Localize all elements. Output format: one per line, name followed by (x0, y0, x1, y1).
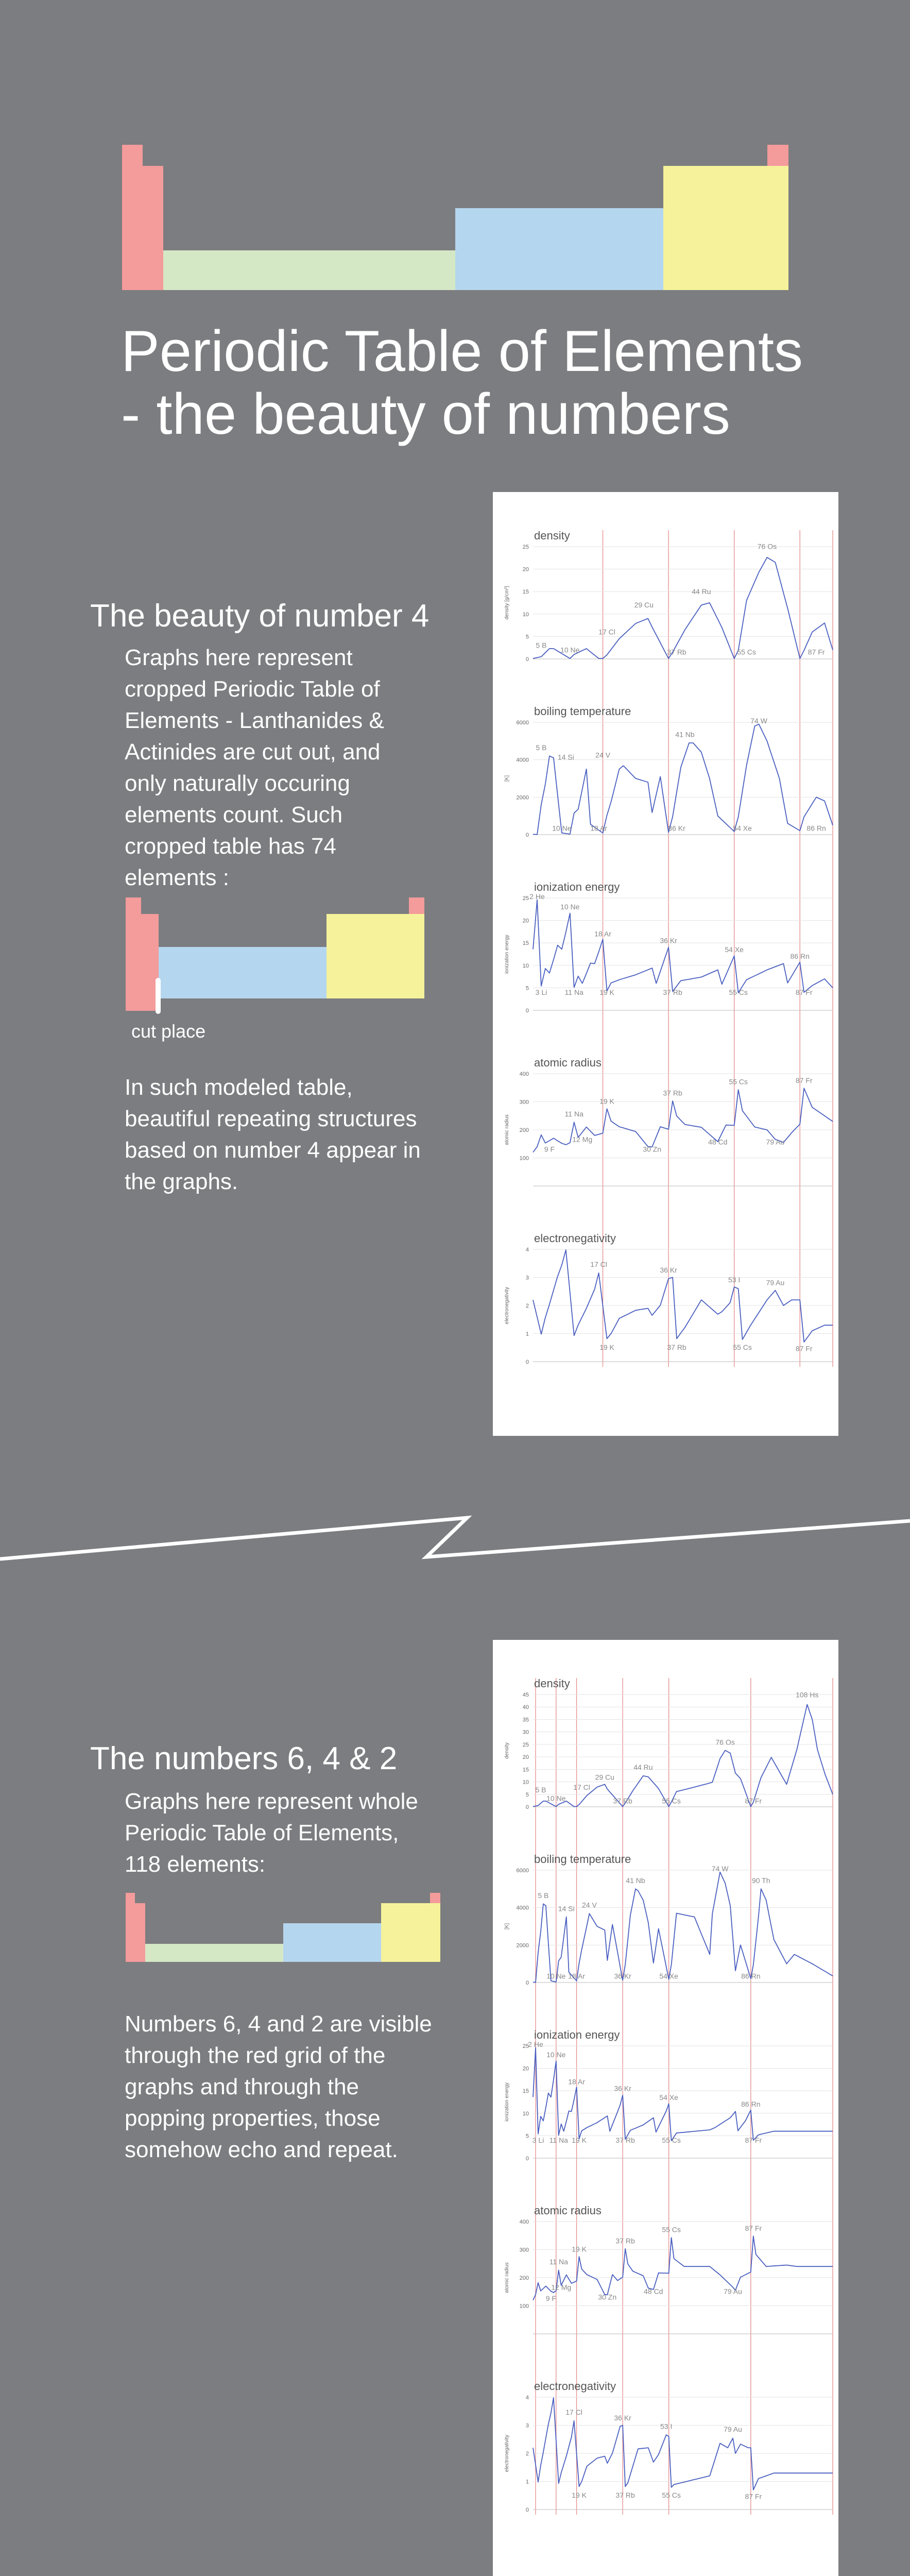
element-data-label: 29 Cu (634, 601, 654, 609)
element-data-label: 87 Fr (808, 648, 825, 656)
element-data-label: 37 Rb (615, 2490, 635, 2499)
property-line (533, 1250, 833, 1342)
element-data-label: 54 Xe (733, 824, 752, 833)
panel-title: atomic radius (534, 1056, 602, 1069)
element-data-label: 44 Ru (692, 587, 711, 596)
y-tick-label: 15 (522, 1767, 529, 1773)
y-tick-label: 2000 (516, 794, 529, 801)
y-tick-label: 20 (522, 918, 529, 924)
y-axis-label: [K] (504, 1923, 510, 1930)
he-cell (430, 1893, 440, 1903)
element-data-label: 11 Na (564, 1110, 583, 1118)
section1-intro-line: elements count. Such (125, 802, 343, 827)
he-cell (409, 897, 424, 914)
y-tick-label: 6000 (516, 1868, 529, 1874)
element-data-label: 87 Fr (795, 1076, 813, 1084)
panel-title: boiling temperature (534, 1853, 631, 1866)
y-axis-label: atomic radius (504, 2262, 510, 2293)
section-divider (0, 1494, 910, 1577)
element-data-label: 10 Ne (546, 2050, 566, 2059)
y-tick-label: 15 (522, 2088, 529, 2095)
element-data-label: 87 Fr (745, 1797, 762, 1805)
y-tick-label: 35 (522, 1717, 529, 1723)
element-data-label: 86 Rn (741, 2100, 761, 2109)
element-data-label: 14 Si (558, 1904, 575, 1913)
y-tick-label: 300 (519, 2247, 529, 2253)
element-data-label: 12 Mg (572, 1135, 593, 1144)
p-block (327, 914, 424, 998)
element-data-label: 37 Rb (615, 2136, 635, 2144)
y-tick-label: 0 (525, 2156, 529, 2162)
y-tick-label: 4 (525, 2395, 529, 2401)
element-data-label: 86 Rn (806, 824, 826, 833)
panel-title: atomic radius (534, 2204, 602, 2217)
element-data-label: 76 Os (757, 542, 777, 551)
element-data-label: 36 Kr (660, 936, 677, 945)
y-tick-label: 0 (525, 1980, 529, 1986)
he-cell (767, 145, 788, 166)
element-data-label: 2 He (528, 2040, 543, 2048)
element-data-label: 19 K (572, 2136, 587, 2144)
element-data-label: 17 Cl (598, 628, 615, 636)
y-tick-label: 100 (519, 2303, 529, 2310)
element-data-label: 29 Cu (595, 1773, 614, 1782)
section2-intro-line: Periodic Table of Elements, (125, 1820, 399, 1845)
y-tick-label: 10 (522, 2110, 529, 2117)
element-data-label: 3 Li (535, 988, 547, 996)
section1-intro-line: cropped Periodic Table of (125, 676, 380, 702)
divider-zigzag-line (0, 1518, 910, 1559)
section2-outro-line: through the red grid of the (125, 2043, 386, 2068)
element-data-label: 54 Xe (725, 945, 744, 954)
element-data-label: 37 Rb (667, 1343, 686, 1351)
element-data-label: 11 Na (564, 988, 583, 996)
panel-title: boiling temperature (534, 705, 631, 718)
y-tick-label: 25 (522, 544, 529, 550)
section1-outro-line: based on number 4 appear in (125, 1138, 421, 1163)
element-data-label: 55 Cs (662, 2225, 681, 2234)
y-tick-label: 10 (522, 962, 529, 969)
section2-outro-line: graphs and through the (125, 2074, 359, 2099)
element-data-label: 18 Ar (590, 824, 607, 833)
page-title-line1: Periodic Table of Elements (121, 319, 803, 383)
element-data-label: 19 K (599, 1343, 614, 1351)
y-tick-label: 4000 (516, 757, 529, 764)
element-data-label: 10 Ne (546, 1972, 566, 1980)
y-axis-label: electronegativity (504, 1286, 510, 1325)
section1-outro-line: the graphs. (125, 1169, 238, 1194)
element-data-label: 55 Cs (733, 1343, 752, 1351)
panel-title: ionization energy (534, 880, 620, 893)
element-data-label: 86 Rn (790, 952, 810, 961)
section2-intro (125, 1786, 495, 1880)
header-periodic-table-shape (0, 0, 910, 299)
section1-intro-line: Graphs here represent (125, 645, 353, 670)
y-tick-label: 2 (525, 1303, 529, 1309)
y-tick-label: 0 (525, 656, 529, 663)
element-data-label: 18 Ar (568, 1972, 585, 1980)
cropped-periodic-table-shape (0, 891, 463, 1020)
element-data-label: 74 W (711, 1865, 729, 1873)
y-axis-label: density [g/cm³] (504, 586, 510, 620)
element-data-label: 36 Kr (660, 1266, 677, 1275)
f-block (145, 1944, 283, 1962)
section1-intro-line: cropped table has 74 (125, 834, 336, 859)
element-data-label: 19 K (599, 988, 614, 996)
section1-outro (125, 1072, 516, 1197)
element-data-label: 55 Cs (662, 1797, 681, 1805)
element-data-label: 79 Au (724, 2425, 742, 2433)
y-tick-label: 100 (519, 1155, 529, 1162)
f-block (163, 250, 455, 290)
y-axis-label: atomic radius (504, 1114, 510, 1145)
element-data-label: 79 Au (766, 1278, 785, 1287)
s-block-column (143, 166, 163, 290)
element-data-label: 5 B (536, 641, 547, 650)
y-tick-label: 5 (525, 985, 529, 992)
element-data-label: 53 I (728, 1276, 741, 1284)
element-data-label: 90 Th (751, 1876, 770, 1885)
section1-intro-line: Elements - Lanthanides & (125, 708, 384, 733)
s-block-h-column (122, 145, 143, 290)
element-data-label: 79 Au (766, 1138, 785, 1146)
y-tick-label: 0 (525, 1359, 529, 1365)
section1-heading: The beauty of number 4 (90, 598, 430, 634)
element-data-label: 41 Nb (675, 730, 695, 739)
element-data-label: 30 Zn (643, 1145, 662, 1154)
element-data-label: 10 Ne (546, 1794, 566, 1803)
element-data-label: 55 Cs (737, 648, 756, 656)
y-tick-label: 15 (522, 940, 529, 947)
element-data-label: 37 Rb (663, 1089, 682, 1097)
y-tick-label: 3 (525, 2422, 529, 2429)
element-data-label: 19 K (599, 1097, 614, 1106)
y-tick-label: 25 (522, 1741, 529, 1748)
s-block-column (135, 1903, 145, 1962)
element-data-label: 11 Na (549, 2136, 568, 2144)
section2-outro (125, 2008, 516, 2165)
y-tick-label: 200 (519, 2275, 529, 2281)
d-block (455, 208, 663, 290)
y-tick-label: 200 (519, 1127, 529, 1133)
element-data-label: 36 Kr (614, 2084, 631, 2093)
panel-title: electronegativity (534, 2380, 616, 2393)
section1-intro-line: elements : (125, 865, 229, 890)
y-axis-label: electronegativity (504, 2434, 510, 2472)
y-tick-label: 1 (525, 2479, 529, 2485)
section1-outro-line: In such modeled table, (125, 1075, 353, 1100)
property-line (533, 557, 833, 658)
element-data-label: 36 Kr (614, 1972, 631, 1980)
element-data-label: 87 Fr (745, 2224, 762, 2232)
y-tick-label: 30 (522, 1729, 529, 1736)
element-data-label: 87 Fr (745, 2136, 762, 2144)
section2-intro-line: Graphs here represent whole (125, 1789, 418, 1814)
section1-outro-line: beautiful repeating structures (125, 1106, 417, 1131)
y-tick-label: 3 (525, 1275, 529, 1281)
element-data-label: 30 Zn (598, 2293, 617, 2301)
y-tick-label: 40 (522, 1704, 529, 1711)
y-axis-label: ionization energy (504, 935, 510, 974)
element-data-label: 10 Ne (560, 646, 580, 654)
element-data-label: 11 Na (549, 2258, 568, 2266)
y-tick-label: 5 (525, 634, 529, 640)
element-data-label: 24 V (582, 1901, 597, 1909)
element-data-label: 2 He (529, 892, 545, 901)
y-tick-label: 5 (525, 1791, 529, 1798)
element-data-label: 37 Rb (663, 988, 682, 996)
y-tick-label: 10 (522, 611, 529, 618)
section2-outro-line: Numbers 6, 4 and 2 are visible (125, 2011, 432, 2037)
element-data-label: 53 I (660, 2422, 673, 2431)
d-block (159, 947, 327, 998)
chart-cropped-74 (493, 492, 838, 1436)
element-data-label: 5 B (535, 1785, 546, 1794)
element-data-label: 5 B (538, 1891, 549, 1900)
element-data-label: 87 Fr (745, 2492, 762, 2501)
element-data-label: 44 Ru (633, 1763, 653, 1772)
y-tick-label: 20 (522, 2065, 529, 2072)
element-data-label: 108 Hs (796, 1690, 819, 1699)
y-tick-label: 0 (525, 2507, 529, 2513)
element-data-label: 14 Si (557, 753, 574, 761)
element-data-label: 36 Kr (668, 824, 685, 833)
y-axis-label: [K] (504, 775, 510, 782)
element-data-label: 74 W (750, 717, 767, 725)
property-line (533, 2048, 833, 2141)
element-data-label: 9 F (544, 1145, 555, 1154)
y-tick-label: 15 (522, 589, 529, 596)
property-line (533, 1872, 833, 1982)
y-tick-label: 300 (519, 1099, 529, 1106)
y-axis-label: ionization energy (504, 2082, 510, 2122)
chart-whole-118 (493, 1640, 838, 2576)
element-data-label: 5 B (536, 743, 547, 752)
element-data-label: 10 Ne (552, 824, 572, 833)
chart-card-whole (493, 1640, 838, 2576)
element-data-label: 10 Ne (560, 903, 580, 911)
section2-heading: The numbers 6, 4 & 2 (90, 1741, 398, 1776)
property-line (533, 900, 833, 993)
element-data-label: 86 Rn (741, 1972, 761, 1980)
y-tick-label: 6000 (516, 720, 529, 726)
element-data-label: 9 F (545, 2294, 556, 2303)
y-tick-label: 1 (525, 1331, 529, 1337)
element-data-label: 17 Cl (590, 1260, 607, 1269)
cut-place-marker (156, 978, 161, 1014)
element-data-label: 17 Cl (565, 2408, 582, 2417)
section1-intro-line: only naturally occuring (125, 771, 350, 796)
property-line (533, 724, 833, 835)
element-data-label: 55 Cs (662, 2136, 681, 2144)
y-tick-label: 0 (525, 832, 529, 838)
element-data-label: 48 Cd (708, 1138, 728, 1146)
element-data-label: 54 Xe (659, 2093, 678, 2102)
element-data-label: 54 Xe (659, 1972, 678, 1980)
panel-title: density (534, 1677, 570, 1690)
panel-title: ionization energy (534, 2028, 620, 2041)
element-data-label: 3 Li (532, 2136, 544, 2144)
y-tick-label: 25 (522, 2043, 529, 2049)
y-tick-label: 4000 (516, 1905, 529, 1911)
p-block (381, 1903, 440, 1962)
y-tick-label: 45 (522, 1692, 529, 1698)
element-data-label: 79 Au (724, 2287, 742, 2296)
y-tick-label: 400 (519, 2219, 529, 2225)
y-tick-label: 0 (525, 1008, 529, 1014)
element-data-label: 19 K (572, 2245, 587, 2253)
chart-card-cropped (493, 492, 838, 1436)
cut-place-label: cut place (131, 1021, 206, 1042)
element-data-label: 37 Rb (613, 1797, 632, 1805)
y-axis-label: density (504, 1742, 510, 1759)
element-data-label: 37 Rb (615, 2236, 635, 2245)
p-block (663, 166, 788, 290)
y-tick-label: 0 (525, 1804, 529, 1810)
section2-outro-line: popping properties, those (125, 2106, 381, 2131)
y-tick-label: 20 (522, 566, 529, 573)
section1-intro-line: Actinides are cut out, and (125, 739, 381, 765)
y-tick-label: 25 (522, 895, 529, 902)
element-data-label: 18 Ar (568, 2077, 585, 2086)
d-block (283, 1923, 381, 1962)
s-block-h-column (126, 897, 141, 1011)
y-tick-label: 2 (525, 2451, 529, 2457)
y-tick-label: 20 (522, 1754, 529, 1761)
element-data-label: 18 Ar (594, 929, 611, 938)
element-data-label: 48 Cd (644, 2287, 663, 2296)
panel-title: density (534, 529, 570, 542)
element-data-label: 55 Cs (729, 988, 748, 996)
element-data-label: 55 Cs (662, 2490, 681, 2499)
page-title (121, 320, 842, 446)
whole-periodic-table-shape (0, 1886, 463, 1968)
element-data-label: 87 Fr (795, 988, 813, 996)
y-tick-label: 10 (522, 1779, 529, 1786)
section1-intro (125, 642, 485, 893)
element-data-label: 87 Fr (795, 1344, 813, 1353)
y-tick-label: 400 (519, 1071, 529, 1077)
y-tick-label: 2000 (516, 1942, 529, 1949)
page-title-line2: - the beauty of numbers (121, 382, 730, 446)
element-data-label: 19 K (572, 2490, 587, 2499)
panel-title: electronegativity (534, 1232, 616, 1245)
element-data-label: 37 Rb (667, 648, 686, 656)
element-data-label: 24 V (595, 751, 610, 759)
s-block-h-column (126, 1893, 135, 1962)
element-data-label: 12 Mg (551, 2283, 572, 2292)
element-data-label: 41 Nb (626, 1876, 645, 1885)
element-data-label: 17 Cl (573, 1783, 590, 1791)
y-tick-label: 5 (525, 2133, 529, 2140)
section2-outro-line: somehow echo and repeat. (125, 2137, 398, 2162)
element-data-label: 55 Cs (729, 1077, 748, 1086)
section2-intro-line: 118 elements: (125, 1852, 266, 1877)
element-data-label: 76 Os (715, 1738, 735, 1747)
element-data-label: 36 Kr (614, 2414, 631, 2422)
y-tick-label: 4 (525, 1247, 529, 1253)
